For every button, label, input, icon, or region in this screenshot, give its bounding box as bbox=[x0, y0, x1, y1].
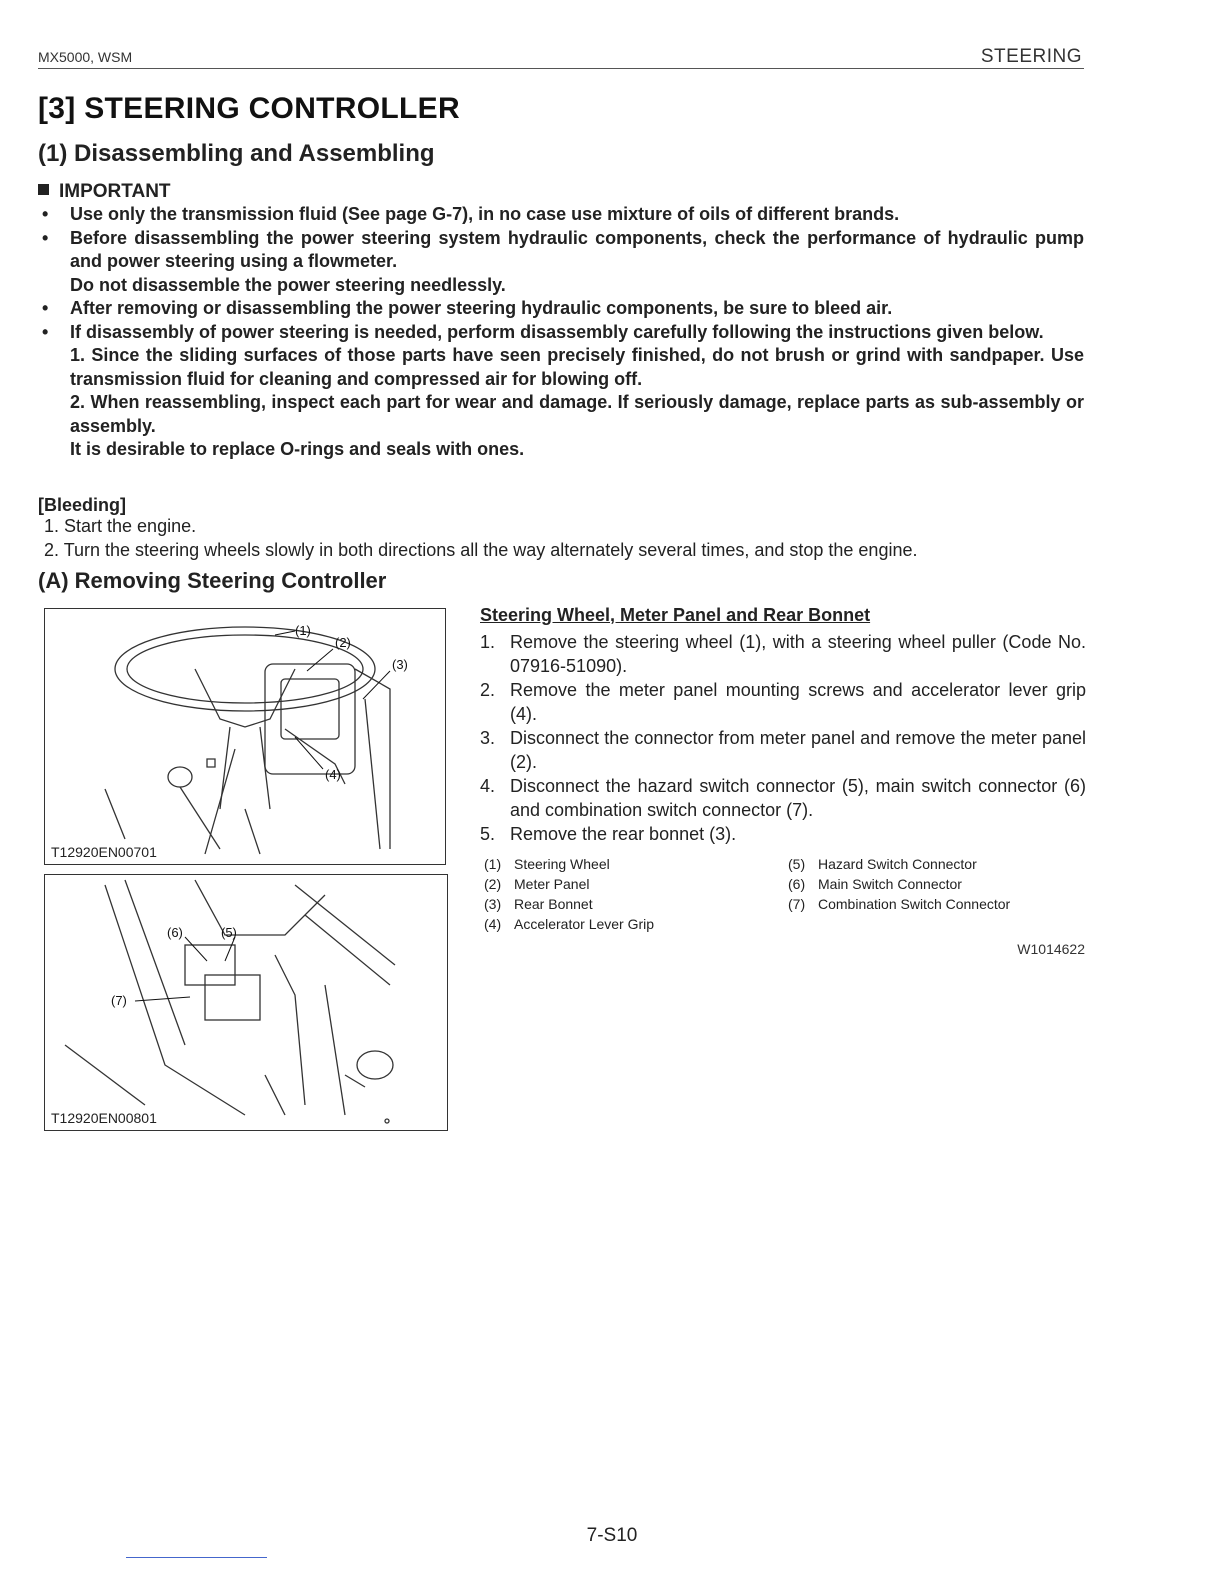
section-a-title: (A) Removing Steering Controller bbox=[38, 568, 387, 593]
step-text: Disconnect the hazard switch connector (5), main switch connector (6) and combination switch connector (7). bbox=[510, 776, 1086, 820]
legend-number: (4) bbox=[484, 916, 502, 932]
legend-item bbox=[484, 914, 774, 934]
legend-item bbox=[788, 894, 1084, 914]
step-text: Remove the rear bonnet (3). bbox=[510, 824, 737, 844]
callout-label: (6) bbox=[167, 925, 183, 940]
bullet-icon: • bbox=[42, 204, 49, 224]
important-item bbox=[38, 227, 1084, 298]
callout-label: (1) bbox=[295, 623, 311, 638]
important-text: After removing or disassembling the power steering hydraulic components, be sure to bleed air. bbox=[70, 298, 893, 318]
header-section: STEERING bbox=[980, 46, 1082, 67]
step-number: 1. bbox=[480, 632, 496, 652]
important-text: 2. When reassembling, inspect each part for wear and damage. If seriously damage, replace parts as sub-assembly or assembly. bbox=[70, 392, 1084, 436]
callout-label: (3) bbox=[392, 657, 408, 672]
callout-label: (4) bbox=[325, 767, 341, 782]
legend-text: Hazard Switch Connector bbox=[818, 856, 977, 872]
steering-wheel-illustration bbox=[45, 609, 444, 863]
important-text: Do not disassemble the power steering needlessly. bbox=[70, 274, 506, 295]
bleeding-step: 1. Start the engine. bbox=[44, 516, 197, 536]
legend-item bbox=[484, 854, 774, 874]
important-text: Use only the transmission fluid (See page G-7), in no case use mixture of oils of different brands. bbox=[70, 204, 900, 224]
important-text: It is desirable to replace O-rings and seals with ones. bbox=[70, 439, 525, 459]
bleeding-step: 2. Turn the steering wheels slowly in both directions all the way alternately several times, and stop the engine. bbox=[44, 539, 918, 560]
legend-text: Accelerator Lever Grip bbox=[514, 916, 655, 932]
legend-right bbox=[788, 854, 1084, 914]
important-list bbox=[38, 203, 1084, 462]
procedure-step bbox=[480, 822, 1086, 846]
callout-label: (7) bbox=[111, 993, 127, 1008]
connector-block bbox=[185, 945, 235, 985]
figure-caption: T12920EN00701 bbox=[51, 844, 161, 860]
bleeding-steps bbox=[44, 515, 917, 562]
procedure-step bbox=[480, 774, 1086, 822]
legend-text: Rear Bonnet bbox=[514, 896, 593, 912]
important-text: 1. Since the sliding surfaces of those parts have seen precisely finished, do not brush or grind with sandpaper. Use transmission fluid for cleaning and compressed air for blowing off. bbox=[70, 345, 1084, 389]
header-divider bbox=[38, 68, 1084, 69]
bullet-icon: • bbox=[42, 227, 49, 248]
bullet-icon: • bbox=[42, 298, 49, 318]
step-text: Remove the meter panel mounting screws and accelerator lever grip (4). bbox=[510, 680, 1086, 724]
legend-number: (1) bbox=[484, 856, 502, 872]
important-item bbox=[38, 297, 1084, 321]
legend-item bbox=[788, 874, 1084, 894]
legend-text: Combination Switch Connector bbox=[818, 896, 1011, 912]
legend-text: Meter Panel bbox=[514, 876, 590, 892]
step-number: 3. bbox=[480, 728, 496, 748]
figure-switch-connectors bbox=[44, 874, 448, 1131]
step-number: 2. bbox=[480, 680, 496, 700]
callout-label: (5) bbox=[221, 925, 237, 940]
step-number: 4. bbox=[480, 776, 496, 796]
footer-rule bbox=[126, 1557, 267, 1558]
switch-connectors-illustration bbox=[45, 875, 446, 1129]
square-bullet-icon bbox=[38, 184, 49, 195]
legend-item bbox=[484, 894, 774, 914]
legend-item bbox=[484, 874, 774, 894]
section-subtitle: (1) Disassembling and Assembling bbox=[38, 140, 435, 167]
important-text: If disassembly of power steering is needed, perform disassembly carefully following the instructions given below. bbox=[70, 321, 1044, 342]
page-number: 7-S10 bbox=[586, 1525, 638, 1546]
legend-number: (3) bbox=[484, 896, 502, 912]
step-text: Remove the steering wheel (1), with a steering wheel puller (Code No. 07916-51090). bbox=[510, 632, 1086, 676]
step-number: 5. bbox=[480, 824, 496, 844]
legend-number: (7) bbox=[788, 896, 806, 912]
legend-number: (5) bbox=[788, 856, 806, 872]
bleeding-title: [Bleeding] bbox=[38, 495, 126, 515]
legend-item bbox=[788, 854, 1084, 874]
legend-number: (6) bbox=[788, 876, 806, 892]
page-title: [3] STEERING CONTROLLER bbox=[38, 92, 460, 125]
procedure-title: Steering Wheel, Meter Panel and Rear Bonnet bbox=[480, 605, 871, 625]
step-text: Disconnect the connector from meter panel and remove the meter panel (2). bbox=[510, 728, 1086, 772]
procedure-step bbox=[480, 726, 1086, 774]
legend-left bbox=[484, 854, 774, 934]
document-code: W1014622 bbox=[1017, 941, 1085, 957]
procedure-step bbox=[480, 630, 1086, 678]
legend-number: (2) bbox=[484, 876, 502, 892]
header-model: MX5000, WSM bbox=[38, 49, 133, 65]
figure-caption: T12920EN00801 bbox=[51, 1110, 161, 1126]
important-label: IMPORTANT bbox=[59, 181, 171, 202]
legend-text: Main Switch Connector bbox=[818, 876, 962, 892]
important-item bbox=[38, 203, 1084, 227]
important-item bbox=[38, 321, 1084, 462]
callout-label: (2) bbox=[335, 635, 351, 650]
important-heading bbox=[38, 181, 171, 203]
legend-text: Steering Wheel bbox=[514, 856, 610, 872]
figure-steering-wheel bbox=[44, 608, 446, 865]
important-text: Before disassembling the power steering system hydraulic components, check the performance of hydraulic pump and power steering using a flowmeter. bbox=[70, 227, 1084, 271]
meter-panel-outline bbox=[265, 664, 355, 774]
bullet-icon: • bbox=[42, 321, 49, 342]
procedure-step bbox=[480, 678, 1086, 726]
procedure-steps bbox=[480, 630, 1086, 846]
